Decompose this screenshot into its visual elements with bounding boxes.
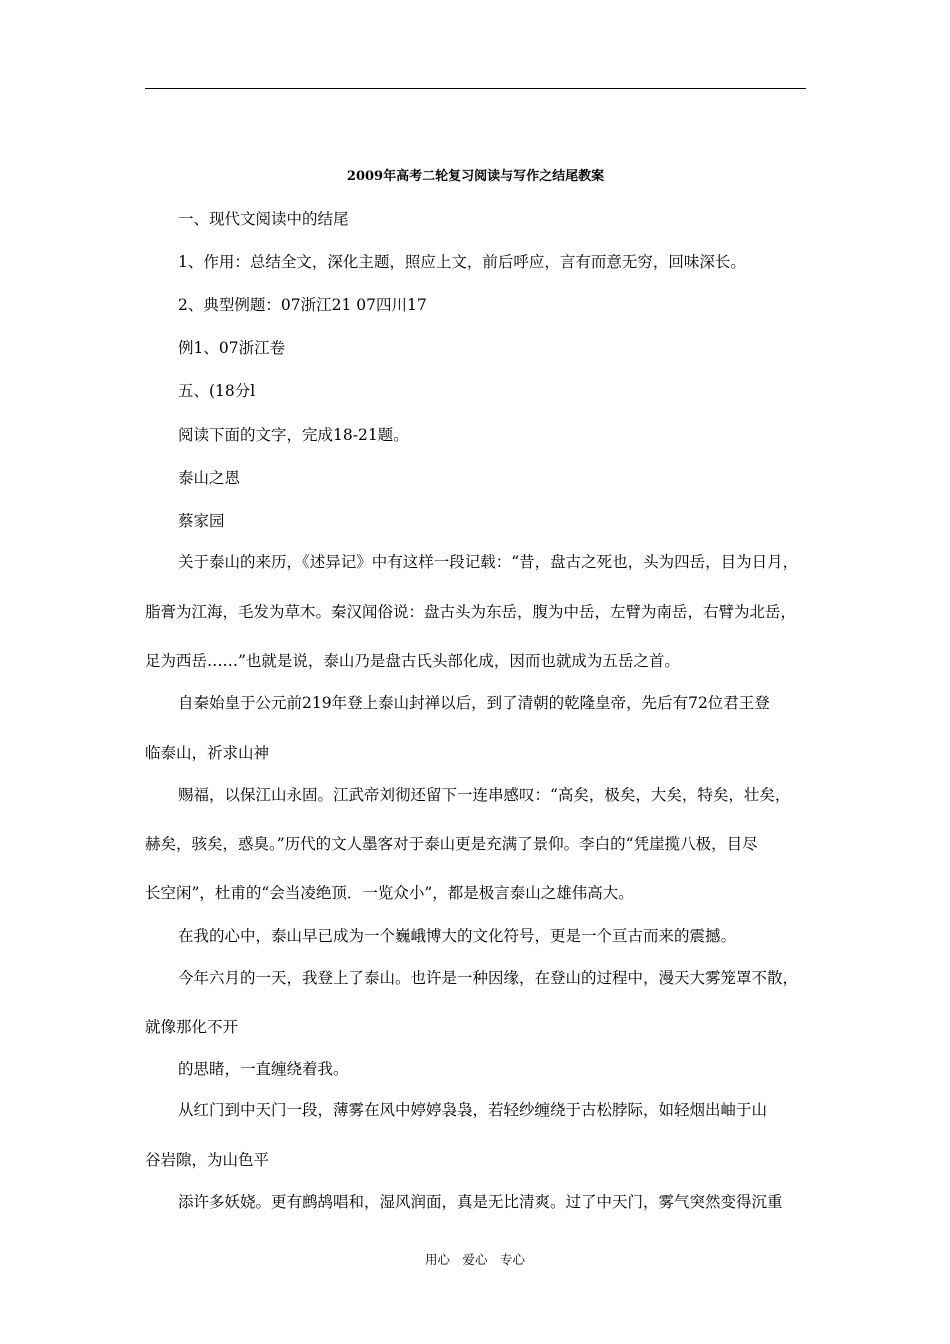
text-line: 的思睹，一直缠绕着我。	[178, 1060, 349, 1078]
text-line: 从红门到中天门一段，薄雾在风中婷婷袅袅，若轻纱缠绕于古松脖际，如轻烟出岫于山	[178, 1101, 768, 1119]
text-line: 1、作用：总结全文，深化主题，照应上文，前后呼应，言有而意无穷，回味深长。	[178, 253, 746, 271]
text-line: 临泰山，祈求山神	[145, 744, 270, 762]
text-line: 五、(18分l	[178, 382, 256, 400]
text-line: 在我的心中，泰山早已成为一个巍峨博大的文化符号，更是一个亘古而来的震撼。	[178, 927, 737, 945]
text-line: 例1、07浙江卷	[178, 339, 286, 357]
text-line: 今年六月的一天，我登上了泰山。也许是一种因缘，在登山的过程中，漫天大雾笼罩不散，	[178, 969, 799, 987]
text-line: 关于泰山的来历，《述异记》中有这样一段记载：“昔，盘古之死也，头为四岳，目为日月，	[178, 553, 799, 571]
document-title: 2009年高考二轮复习阅读与写作之结尾教案	[346, 169, 605, 184]
text-line: 蔡家园	[178, 512, 225, 530]
text-line: 脂膏为江海，毛发为草木。秦汉闻俗说：盘古头为东岳，腹为中岳，左臂为南岳，右臂为北岳，	[145, 603, 797, 621]
text-line: 赫矣，骇矣，惑臭。”历代的文人墨客对于泰山更是充满了景仰。李白的“凭崖揽八极，目尽	[145, 835, 758, 853]
text-line: 一、现代文阅读中的结尾	[178, 210, 349, 228]
text-line: 就像那化不开	[145, 1018, 239, 1036]
page-footer: 用心 爱心 专心	[424, 1252, 525, 1267]
text-line: 泰山之恩	[178, 469, 241, 487]
text-line: 足为西岳……”也就是说，泰山乃是盘古氏头部化成，因而也就成为五岳之首。	[145, 652, 680, 670]
text-line: 添许多妖娆。更有鹧鸪唱和，湿风润面，真是无比清爽。过了中天门，雾气突然变得沉重	[178, 1193, 783, 1211]
header-rule	[145, 88, 806, 89]
text-line: 谷岩隙，为山色平	[145, 1151, 270, 1169]
text-line: 2、典型例题：07浙江21 07四川17	[178, 296, 427, 314]
text-line: 赐福，以保江山永固。江武帝刘彻还留下一连串感叹：“高矣，极矣，大矣，特矣，壮矣，	[178, 786, 791, 804]
text-line: 自秦始皇于公元前219年登上泰山封禅以后，到了清朝的乾隆皇帝，先后有72位君王登	[178, 694, 770, 712]
text-line: 阅读下面的文字，完成18-21题。	[178, 426, 409, 444]
text-line: 长空闲”，杜甫的“会当凌绝顶．一览众小”，都是极言泰山之雄伟高大。	[145, 884, 634, 902]
